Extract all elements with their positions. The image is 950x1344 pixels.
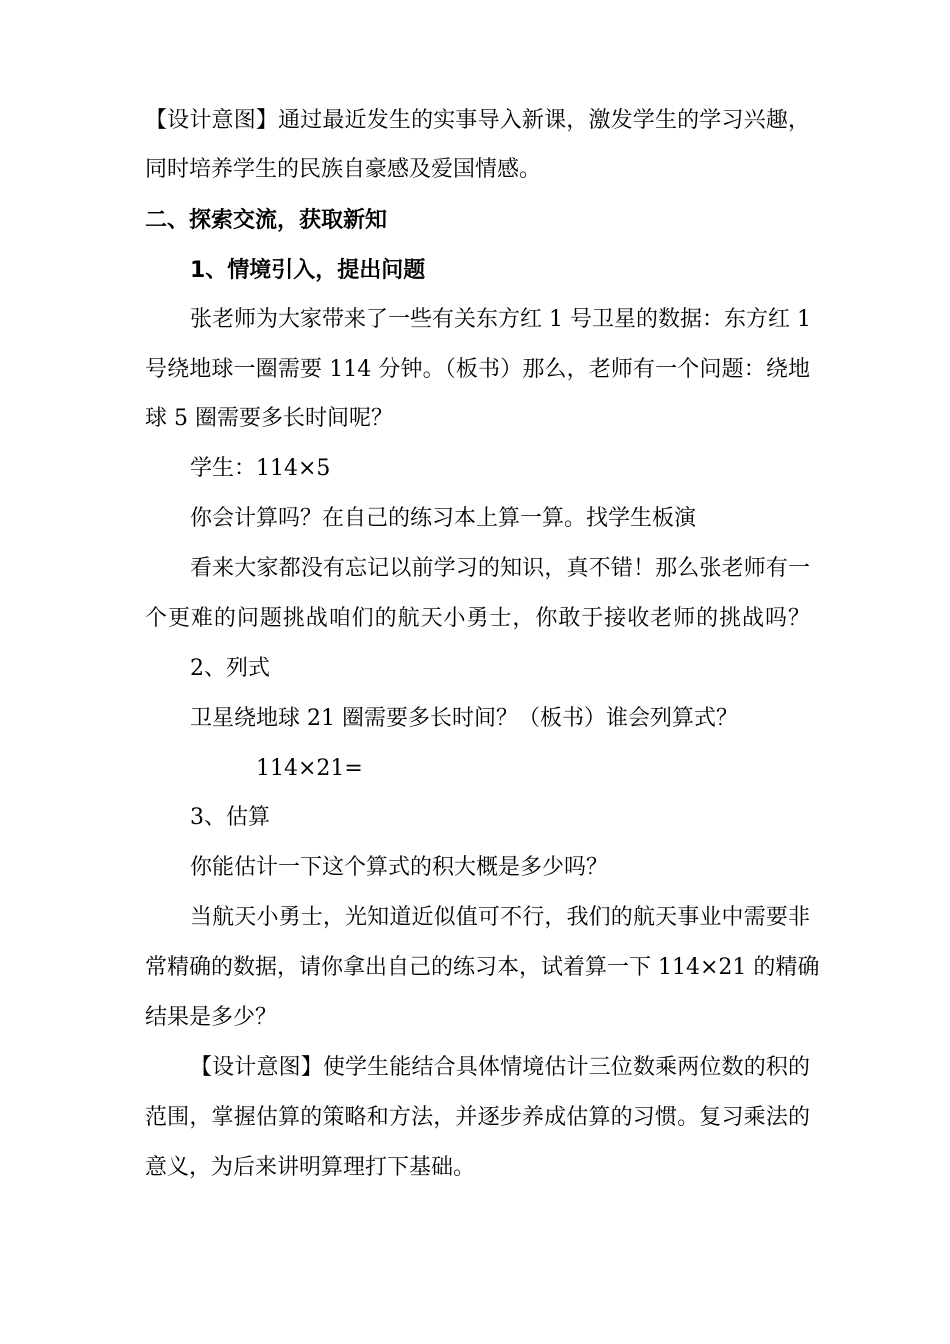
- section-heading-2: 二、探索交流，获取新知: [145, 208, 388, 233]
- paragraph-satellite-line-2: 号绕地球一圈需要 114 分钟。（板书）那么，老师有一个问题：绕地: [145, 357, 810, 382]
- subsection-heading-3: 3、估算: [190, 805, 270, 830]
- paragraph-precise-line-1: 当航天小勇士，光知道近似值可不行，我们的航天事业中需要非: [190, 905, 810, 930]
- paragraph-question: 卫星绕地球 21 圈需要多长时间？（板书）谁会列算式？: [190, 706, 738, 731]
- design-intent-1-line-2: 同时培养学生的民族自豪感及爱国情感。: [145, 157, 542, 182]
- paragraph-estimate: 你能估计一下这个算式的积大概是多少吗？: [190, 855, 609, 880]
- subsection-heading-2: 2、列式: [190, 656, 270, 681]
- design-intent-2-line-3: 意义，为后来讲明算理打下基础。: [145, 1155, 476, 1180]
- design-intent-2-line-2: 范围，掌握估算的策略和方法，并逐步养成估算的习惯。复习乘法的: [145, 1105, 810, 1130]
- paragraph-challenge-line-2: 个更难的问题挑战咱们的航天小勇士，你敢于接收老师的挑战吗？: [145, 606, 810, 631]
- paragraph-challenge-line-1: 看来大家都没有忘记以前学习的知识，真不错！那么张老师有一: [190, 556, 810, 581]
- formula: 114×21=: [256, 756, 363, 781]
- paragraph-satellite-line-1: 张老师为大家带来了一些有关东方红 1 号卫星的数据：东方红 1: [190, 307, 811, 332]
- student-answer: 学生：114×5: [190, 456, 331, 481]
- paragraph-precise-line-2: 常精确的数据，请你拿出自己的练习本，试着算一下 114×21 的精确: [145, 955, 820, 980]
- design-intent-2-line-1: 【设计意图】使学生能结合具体情境估计三位数乘两位数的积的: [190, 1055, 810, 1080]
- paragraph-precise-line-3: 结果是多少？: [145, 1005, 278, 1030]
- paragraph-calculate: 你会计算吗？在自己的练习本上算一算。找学生板演: [190, 506, 697, 531]
- subsection-heading-1: 1、情境引入，提出问题: [190, 258, 426, 283]
- design-intent-1-line-1: 【设计意图】通过最近发生的实事导入新课，激发学生的学习兴趣，: [145, 108, 810, 133]
- paragraph-satellite-line-3: 球 5 圈需要多长时间呢？: [145, 406, 393, 431]
